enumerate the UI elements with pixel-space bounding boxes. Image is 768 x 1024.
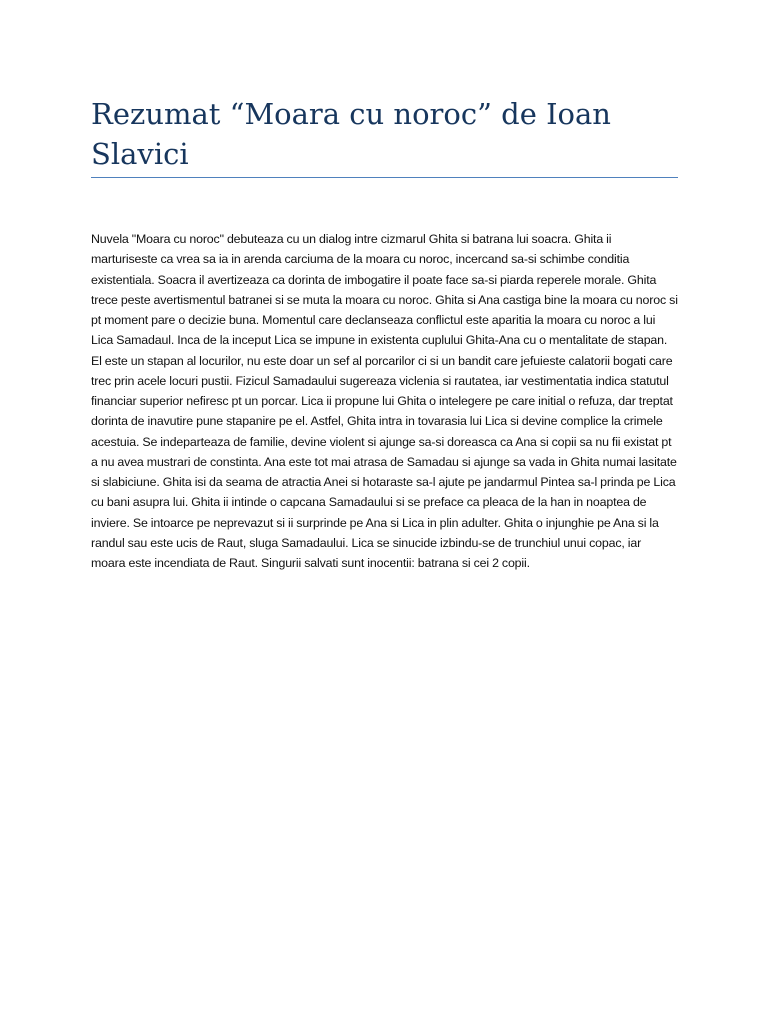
body-paragraph: Nuvela "Moara cu noroc" debuteaza cu un dialog intre cizmarul Ghita si batrana lui soacra. Ghita ii marturiseste ca vrea sa ia in arenda carciuma de la moara cu noroc, incercand sa-si schimbe conditia existentiala. Soacra il avertizeaza ca dorinta de imbogatire il poate face sa-si piarda reperele morale. Ghita trece peste avertismentul batranei si se muta la moara cu noroc. Ghita si Ana castiga bine la moara cu noroc si pt moment pare o decizie buna. Momentul care declanseaza conflictul este aparitia la moara cu noroc a lui Lica Samadaul. Inca de la inceput Lica se impune in existenta cuplului Ghita-Ana cu o mentalitate de stapan. El este un stapan al locurilor, nu este doar un sef al porcarilor ci si un bandit care jefuieste calatorii bogati care trec prin acele locuri pustii. Fizicul Samadaului sugereaza viclenia si rautatea, iar vestimentatia indica statutul financiar superior nefiresc pt un porcar. Lica ii propune lui Ghita o intelegere pe care initial o refuza, dar treptat dorinta de inavutire pune stapanire pe el. Astfel, Ghita intra in tovarasia lui Lica si devine complice la crimele acestuia. Se indeparteaza de familie, devine violent si ajunge sa-si doreasca ca Ana si copii sa nu fii existat pt a nu avea mustrari de constinta. Ana este tot mai atrasa de Samadau si ajunge sa vada in Ghita numai lasitate si slabiciune. Ghita isi da seama de atractia Anei si hotaraste sa-l ajute pe jandarmul Pintea sa-l prinda pe Lica cu bani asupra lui. Ghita ii intinde o capcana Samadaului si se preface ca pleaca de la han in noaptea de inviere. Se intoarce pe neprevazut si ii surprinde pe Ana si Lica in plin adulter. Ghita o injunghie pe Ana si la randul sau este ucis de Raut, sluga Samadaului. Lica se sinucide izbindu-se de trunchiul unui copac, iar moara este incendiata de Raut. Singurii salvati sunt inocentii: batrana si cei 2 copii. xyxy=(91,232,678,570)
document-title: Rezumat “Moara cu noroc” de Ioan Slavici xyxy=(91,97,611,171)
title-divider xyxy=(91,177,678,178)
